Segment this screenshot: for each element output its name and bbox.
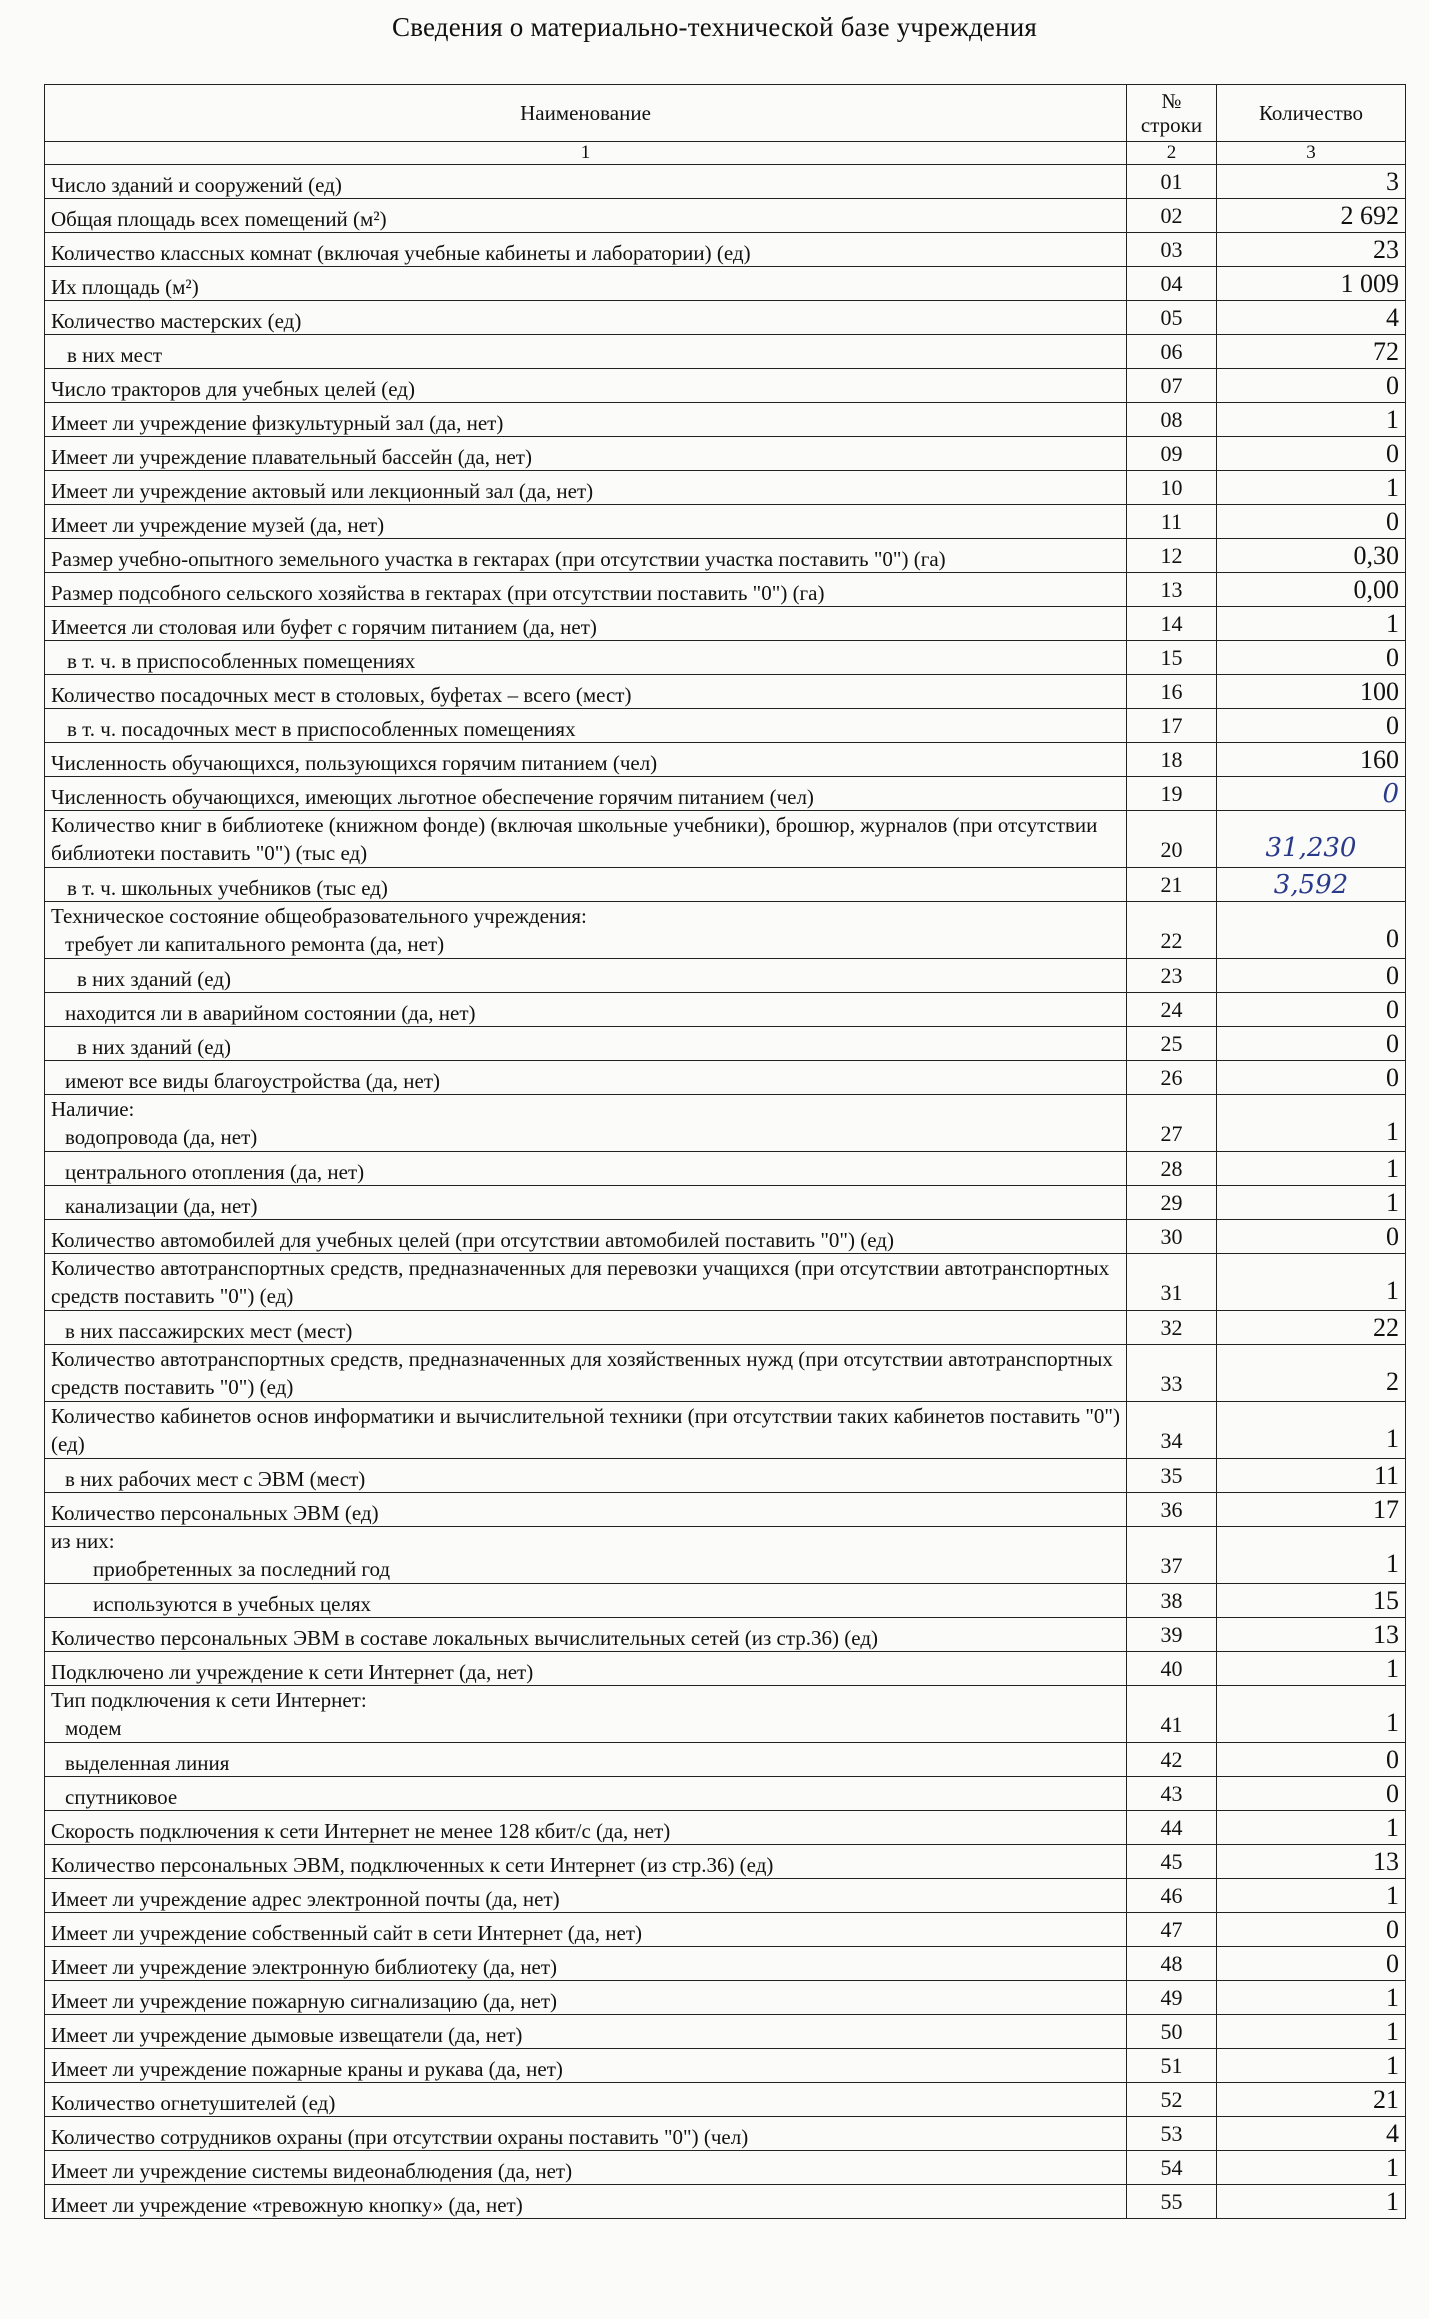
row-quantity: 22 <box>1217 1311 1406 1345</box>
row-name-cell <box>45 675 1127 709</box>
row-name: Имеет ли учреждение собственный сайт в сети Интернет (да, нет) <box>51 1921 643 1945</box>
row-name: Их площадь (м²) <box>51 275 199 299</box>
row-number: 21 <box>1127 868 1217 902</box>
row-name-cell <box>45 607 1127 641</box>
table-row <box>45 1493 1406 1527</box>
row-quantity: 1 <box>1217 1402 1406 1459</box>
row-number: 49 <box>1127 1981 1217 2015</box>
row-quantity: 2 692 <box>1217 199 1406 233</box>
row-name: модем <box>65 1716 122 1740</box>
table-row <box>45 2117 1406 2151</box>
row-name-cell <box>45 1981 1127 2015</box>
row-quantity: 1 <box>1217 1527 1406 1584</box>
table-row <box>45 1811 1406 1845</box>
header-num-symbol: № <box>1161 89 1182 113</box>
table-row <box>45 675 1406 709</box>
row-name-cell <box>45 369 1127 403</box>
row-name-cell <box>45 539 1127 573</box>
row-name-cell <box>45 573 1127 607</box>
row-name: Общая площадь всех помещений (м²) <box>51 207 387 231</box>
row-name: Скорость подключения к сети Интернет не менее 128 кбит/с (да, нет) <box>51 1819 671 1843</box>
row-name-cell <box>45 1493 1127 1527</box>
row-name-cell <box>45 437 1127 471</box>
row-number: 28 <box>1127 1152 1217 1186</box>
row-number: 12 <box>1127 539 1217 573</box>
row-name-cell <box>45 2185 1127 2219</box>
row-group-heading: из них: <box>51 1529 115 1553</box>
row-name: Численность обучающихся, имеющих льготное обеспечение горячим питанием (чел) <box>51 785 814 809</box>
row-name: Количество посадочных мест в столовых, буфетах – всего (мест) <box>51 683 632 707</box>
row-name-cell <box>45 1027 1127 1061</box>
row-name: в них пассажирских мест (мест) <box>65 1319 353 1343</box>
row-name-cell <box>45 199 1127 233</box>
row-name: Количество классных комнат (включая учебные кабинеты и лаборатории) (ед) <box>51 241 751 265</box>
table-row <box>45 2015 1406 2049</box>
row-quantity: 13 <box>1217 1845 1406 1879</box>
row-name: в т. ч. посадочных мест в приспособленных помещениях <box>67 717 576 741</box>
table-row <box>45 1311 1406 1345</box>
row-name: Подключено ли учреждение к сети Интернет (да, нет) <box>51 1660 534 1684</box>
row-name-cell <box>45 1402 1127 1459</box>
row-number: 02 <box>1127 199 1217 233</box>
row-name-cell <box>45 1220 1127 1254</box>
row-name-cell <box>45 811 1127 868</box>
table-row <box>45 607 1406 641</box>
row-quantity: 1 <box>1217 1981 1406 2015</box>
row-quantity: 31,230 <box>1217 811 1406 868</box>
row-name-cell <box>45 1845 1127 1879</box>
table-row <box>45 743 1406 777</box>
row-quantity: 1 009 <box>1217 267 1406 301</box>
row-name-cell <box>45 959 1127 993</box>
row-name: используются в учебных целях <box>93 1592 372 1616</box>
row-number: 20 <box>1127 811 1217 868</box>
row-number: 54 <box>1127 2151 1217 2185</box>
row-name-cell <box>45 1947 1127 1981</box>
row-number: 17 <box>1127 709 1217 743</box>
row-quantity: 4 <box>1217 2117 1406 2151</box>
table-row <box>45 1061 1406 1095</box>
column-index-row <box>45 142 1406 165</box>
row-name-cell <box>45 1527 1127 1584</box>
column-index-3: 3 <box>1217 142 1406 165</box>
table-row <box>45 1845 1406 1879</box>
row-name: водопровода (да, нет) <box>65 1125 258 1149</box>
row-name-cell <box>45 267 1127 301</box>
row-group-heading: Техническое состояние общеобразовательного учреждения: <box>51 904 587 928</box>
row-number: 55 <box>1127 2185 1217 2219</box>
row-name-cell <box>45 2015 1127 2049</box>
row-number: 23 <box>1127 959 1217 993</box>
row-name-cell <box>45 2049 1127 2083</box>
row-number: 37 <box>1127 1527 1217 1584</box>
row-name-cell <box>45 1811 1127 1845</box>
row-quantity: 0 <box>1217 1061 1406 1095</box>
row-quantity: 160 <box>1217 743 1406 777</box>
row-name: Количество автомобилей для учебных целей (при отсутствии автомобилей поставить "0") (ед) <box>51 1228 894 1252</box>
table-row <box>45 1652 1406 1686</box>
row-quantity: 1 <box>1217 2015 1406 2049</box>
row-number: 36 <box>1127 1493 1217 1527</box>
row-number: 08 <box>1127 403 1217 437</box>
row-name: Количество автотранспортных средств, предназначенных для хозяйственных нужд (при отсутствии автотранспортных средств поставить "0") (ед) <box>51 1347 1113 1399</box>
row-quantity: 2 <box>1217 1345 1406 1402</box>
row-name: находится ли в аварийном состоянии (да, нет) <box>65 1001 476 1025</box>
row-name: спутниковое <box>65 1785 178 1809</box>
row-quantity: 1 <box>1217 607 1406 641</box>
row-number: 27 <box>1127 1095 1217 1152</box>
row-name: Количество огнетушителей (ед) <box>51 2091 336 2115</box>
material-base-table <box>44 84 1406 2219</box>
table-row <box>45 369 1406 403</box>
row-number: 10 <box>1127 471 1217 505</box>
row-number: 09 <box>1127 437 1217 471</box>
row-number: 46 <box>1127 1879 1217 1913</box>
row-name: Имеет ли учреждение адрес электронной почты (да, нет) <box>51 1887 560 1911</box>
row-quantity: 0 <box>1217 1027 1406 1061</box>
row-quantity: 3,592 <box>1217 868 1406 902</box>
row-name-cell <box>45 1879 1127 1913</box>
table-row <box>45 1186 1406 1220</box>
row-number: 15 <box>1127 641 1217 675</box>
table-row <box>45 1947 1406 1981</box>
row-name-cell <box>45 2083 1127 2117</box>
row-name-cell <box>45 1459 1127 1493</box>
row-quantity: 1 <box>1217 2049 1406 2083</box>
row-number: 29 <box>1127 1186 1217 1220</box>
table-row <box>45 573 1406 607</box>
row-number: 24 <box>1127 993 1217 1027</box>
row-quantity: 1 <box>1217 2151 1406 2185</box>
table-row <box>45 641 1406 675</box>
row-number: 13 <box>1127 573 1217 607</box>
row-name-cell <box>45 1686 1127 1743</box>
row-name-cell <box>45 403 1127 437</box>
row-name: Имеет ли учреждение актовый или лекционный зал (да, нет) <box>51 479 594 503</box>
row-name: Имеет ли учреждение системы видеонаблюдения (да, нет) <box>51 2159 573 2183</box>
row-number: 05 <box>1127 301 1217 335</box>
row-quantity: 0 <box>1217 709 1406 743</box>
row-group-heading: Наличие: <box>51 1097 135 1121</box>
row-number: 50 <box>1127 2015 1217 2049</box>
row-name: в них зданий (ед) <box>77 967 231 991</box>
row-number: 42 <box>1127 1743 1217 1777</box>
table-row <box>45 1913 1406 1947</box>
row-quantity: 13 <box>1217 1618 1406 1652</box>
row-quantity: 1 <box>1217 1652 1406 1686</box>
row-quantity: 0,30 <box>1217 539 1406 573</box>
row-number: 39 <box>1127 1618 1217 1652</box>
row-quantity: 1 <box>1217 1095 1406 1152</box>
row-name-cell <box>45 777 1127 811</box>
column-index-2: 2 <box>1127 142 1217 165</box>
row-number: 47 <box>1127 1913 1217 1947</box>
table-row <box>45 2185 1406 2219</box>
row-name-cell <box>45 1254 1127 1311</box>
header-quantity: Количество <box>1217 85 1406 142</box>
row-quantity: 21 <box>1217 2083 1406 2117</box>
row-name-cell <box>45 165 1127 199</box>
row-name: Имеет ли учреждение физкультурный зал (да, нет) <box>51 411 504 435</box>
row-quantity: 0 <box>1217 1220 1406 1254</box>
row-name-cell <box>45 1913 1127 1947</box>
row-number: 30 <box>1127 1220 1217 1254</box>
row-quantity: 17 <box>1217 1493 1406 1527</box>
row-name: Имеет ли учреждение музей (да, нет) <box>51 513 385 537</box>
table-row <box>45 1743 1406 1777</box>
row-quantity: 1 <box>1217 1811 1406 1845</box>
row-quantity: 0 <box>1217 369 1406 403</box>
row-name-cell <box>45 233 1127 267</box>
table-row <box>45 2049 1406 2083</box>
row-quantity: 0 <box>1217 505 1406 539</box>
row-number: 01 <box>1127 165 1217 199</box>
row-name: Количество персональных ЭВМ (ед) <box>51 1501 379 1525</box>
table-row <box>45 1027 1406 1061</box>
table-row <box>45 1618 1406 1652</box>
row-number: 53 <box>1127 2117 1217 2151</box>
table-row <box>45 165 1406 199</box>
row-name: в них зданий (ед) <box>77 1035 231 1059</box>
row-quantity: 1 <box>1217 1186 1406 1220</box>
table-row <box>45 335 1406 369</box>
row-name-cell <box>45 1652 1127 1686</box>
row-name-cell <box>45 1777 1127 1811</box>
row-name: выделенная линия <box>65 1751 230 1775</box>
table-row <box>45 505 1406 539</box>
row-number: 51 <box>1127 2049 1217 2083</box>
row-number: 52 <box>1127 2083 1217 2117</box>
row-name-cell <box>45 1618 1127 1652</box>
document-title: Сведения о материально-технической базе учреждения <box>391 12 1037 42</box>
table-row <box>45 1345 1406 1402</box>
row-name: Количество автотранспортных средств, предназначенных для перевозки учащихся (при отсутствии автотранспортных средств поставить "0") (ед) <box>51 1256 1110 1308</box>
row-name: в т. ч. в приспособленных помещениях <box>67 649 416 673</box>
row-number: 40 <box>1127 1652 1217 1686</box>
row-name-cell <box>45 868 1127 902</box>
row-number: 03 <box>1127 233 1217 267</box>
table-row <box>45 437 1406 471</box>
row-name-cell <box>45 2151 1127 2185</box>
table-row <box>45 709 1406 743</box>
row-number: 38 <box>1127 1584 1217 1618</box>
row-number: 19 <box>1127 777 1217 811</box>
row-name: приобретенных за последний год <box>93 1557 391 1581</box>
row-name-cell <box>45 709 1127 743</box>
row-name-cell <box>45 1061 1127 1095</box>
row-number: 14 <box>1127 607 1217 641</box>
row-name: имеют все виды благоустройства (да, нет) <box>65 1069 441 1093</box>
row-name-cell <box>45 1311 1127 1345</box>
row-quantity: 0,00 <box>1217 573 1406 607</box>
row-quantity: 1 <box>1217 1879 1406 1913</box>
row-quantity: 11 <box>1217 1459 1406 1493</box>
table-row <box>45 1527 1406 1584</box>
row-quantity: 15 <box>1217 1584 1406 1618</box>
row-quantity: 1 <box>1217 1254 1406 1311</box>
row-quantity: 100 <box>1217 675 1406 709</box>
row-quantity: 0 <box>1217 1743 1406 1777</box>
table-row <box>45 539 1406 573</box>
row-quantity: 3 <box>1217 165 1406 199</box>
row-number: 44 <box>1127 1811 1217 1845</box>
row-name-cell <box>45 641 1127 675</box>
row-name-cell <box>45 902 1127 959</box>
header-name: Наименование <box>45 85 1127 142</box>
row-number: 26 <box>1127 1061 1217 1095</box>
row-name-cell <box>45 2117 1127 2151</box>
row-name-cell <box>45 505 1127 539</box>
row-number: 45 <box>1127 1845 1217 1879</box>
table-row <box>45 403 1406 437</box>
row-name: Число тракторов для учебных целей (ед) <box>51 377 415 401</box>
row-number: 33 <box>1127 1345 1217 1402</box>
row-number: 18 <box>1127 743 1217 777</box>
row-name-cell <box>45 1584 1127 1618</box>
header-row-number <box>1127 85 1217 142</box>
row-name: Имеет ли учреждение пожарные краны и рукава (да, нет) <box>51 2057 563 2081</box>
table-row <box>45 868 1406 902</box>
row-quantity: 0 <box>1217 1947 1406 1981</box>
row-number: 11 <box>1127 505 1217 539</box>
table-row <box>45 1220 1406 1254</box>
table-row <box>45 1777 1406 1811</box>
row-name-cell <box>45 1095 1127 1152</box>
row-number: 04 <box>1127 267 1217 301</box>
row-name: Численность обучающихся, пользующихся горячим питанием (чел) <box>51 751 658 775</box>
row-number: 07 <box>1127 369 1217 403</box>
row-quantity: 0 <box>1217 777 1406 811</box>
row-name-cell <box>45 993 1127 1027</box>
row-quantity: 0 <box>1217 902 1406 959</box>
row-name: в них рабочих мест с ЭВМ (мест) <box>65 1467 366 1491</box>
row-number: 25 <box>1127 1027 1217 1061</box>
table-row <box>45 471 1406 505</box>
header-num-word: строки <box>1140 113 1203 137</box>
table-row <box>45 301 1406 335</box>
row-number: 16 <box>1127 675 1217 709</box>
table-row <box>45 2151 1406 2185</box>
table-row <box>45 1459 1406 1493</box>
row-number: 35 <box>1127 1459 1217 1493</box>
row-number: 32 <box>1127 1311 1217 1345</box>
row-name-cell <box>45 1345 1127 1402</box>
row-group-heading: Тип подключения к сети Интернет: <box>51 1688 367 1712</box>
table-row <box>45 993 1406 1027</box>
column-index-1: 1 <box>45 142 1127 165</box>
table-row <box>45 1879 1406 1913</box>
row-quantity: 0 <box>1217 993 1406 1027</box>
row-name: Количество книг в библиотеке (книжном фонде) (включая школьные учебники), брошюр, журналов (при отсутствии библиотеки поставить "0") (тыс ед) <box>51 813 1098 865</box>
row-quantity: 1 <box>1217 403 1406 437</box>
table-row <box>45 1095 1406 1152</box>
row-name: Имеет ли учреждение электронную библиотеку (да, нет) <box>51 1955 558 1979</box>
table-row <box>45 1584 1406 1618</box>
row-name-cell <box>45 301 1127 335</box>
row-name: центрального отопления (да, нет) <box>65 1160 365 1184</box>
table-row <box>45 1686 1406 1743</box>
row-quantity: 1 <box>1217 2185 1406 2219</box>
row-quantity: 0 <box>1217 641 1406 675</box>
row-quantity: 0 <box>1217 959 1406 993</box>
row-name: Количество кабинетов основ информатики и вычислительной техники (при отсутствии таких кабинетов поставить "0") (ед) <box>51 1404 1120 1456</box>
row-quantity: 23 <box>1217 233 1406 267</box>
table-row <box>45 233 1406 267</box>
row-number: 43 <box>1127 1777 1217 1811</box>
row-quantity: 4 <box>1217 301 1406 335</box>
row-name: Количество персональных ЭВМ в составе локальных вычислительных сетей (из стр.36) (ед) <box>51 1626 879 1650</box>
row-quantity: 1 <box>1217 471 1406 505</box>
row-name: Количество сотрудников охраны (при отсутствии охраны поставить "0") (чел) <box>51 2125 749 2149</box>
row-name: канализации (да, нет) <box>65 1194 258 1218</box>
row-name-cell <box>45 743 1127 777</box>
table-row <box>45 2083 1406 2117</box>
table-row <box>45 902 1406 959</box>
row-name: Имеет ли учреждение «тревожную кнопку» (да, нет) <box>51 2193 523 2217</box>
row-number: 22 <box>1127 902 1217 959</box>
row-name: Количество персональных ЭВМ, подключенных к сети Интернет (из стр.36) (ед) <box>51 1853 774 1877</box>
table-row <box>45 959 1406 993</box>
row-quantity: 0 <box>1217 1913 1406 1947</box>
row-name: Размер подсобного сельского хозяйства в гектарах (при отсутствии поставить "0") (га) <box>51 581 825 605</box>
table-row <box>45 1152 1406 1186</box>
row-name: Имеет ли учреждение пожарную сигнализацию (да, нет) <box>51 1989 558 2013</box>
row-number: 34 <box>1127 1402 1217 1459</box>
table-row <box>45 1981 1406 2015</box>
row-name-cell <box>45 335 1127 369</box>
table-row <box>45 777 1406 811</box>
row-quantity: 1 <box>1217 1686 1406 1743</box>
row-name-cell <box>45 1186 1127 1220</box>
table-row <box>45 811 1406 868</box>
table-row <box>45 199 1406 233</box>
row-quantity: 72 <box>1217 335 1406 369</box>
row-name: в них мест <box>67 343 163 367</box>
row-name: в т. ч. школьных учебников (тыс ед) <box>67 876 388 900</box>
row-quantity: 1 <box>1217 1152 1406 1186</box>
row-number: 31 <box>1127 1254 1217 1311</box>
table-body <box>45 165 1406 2219</box>
row-name: Количество мастерских (ед) <box>51 309 302 333</box>
row-quantity: 0 <box>1217 1777 1406 1811</box>
row-name: Имеет ли учреждение плавательный бассейн (да, нет) <box>51 445 532 469</box>
row-number: 48 <box>1127 1947 1217 1981</box>
row-name: Число зданий и сооружений (ед) <box>51 173 342 197</box>
row-name: Размер учебно-опытного земельного участка в гектарах (при отсутствии участка поставить "0") (га) <box>51 547 946 571</box>
table-row <box>45 267 1406 301</box>
row-quantity: 0 <box>1217 437 1406 471</box>
row-name: Имеется ли столовая или буфет с горячим питанием (да, нет) <box>51 615 597 639</box>
row-name: Имеет ли учреждение дымовые извещатели (да, нет) <box>51 2023 523 2047</box>
row-number: 06 <box>1127 335 1217 369</box>
row-name-cell <box>45 471 1127 505</box>
row-name-cell <box>45 1743 1127 1777</box>
table-row <box>45 1254 1406 1311</box>
row-name: требует ли капитального ремонта (да, нет) <box>65 932 445 956</box>
table-row <box>45 1402 1406 1459</box>
row-name-cell <box>45 1152 1127 1186</box>
row-number: 41 <box>1127 1686 1217 1743</box>
